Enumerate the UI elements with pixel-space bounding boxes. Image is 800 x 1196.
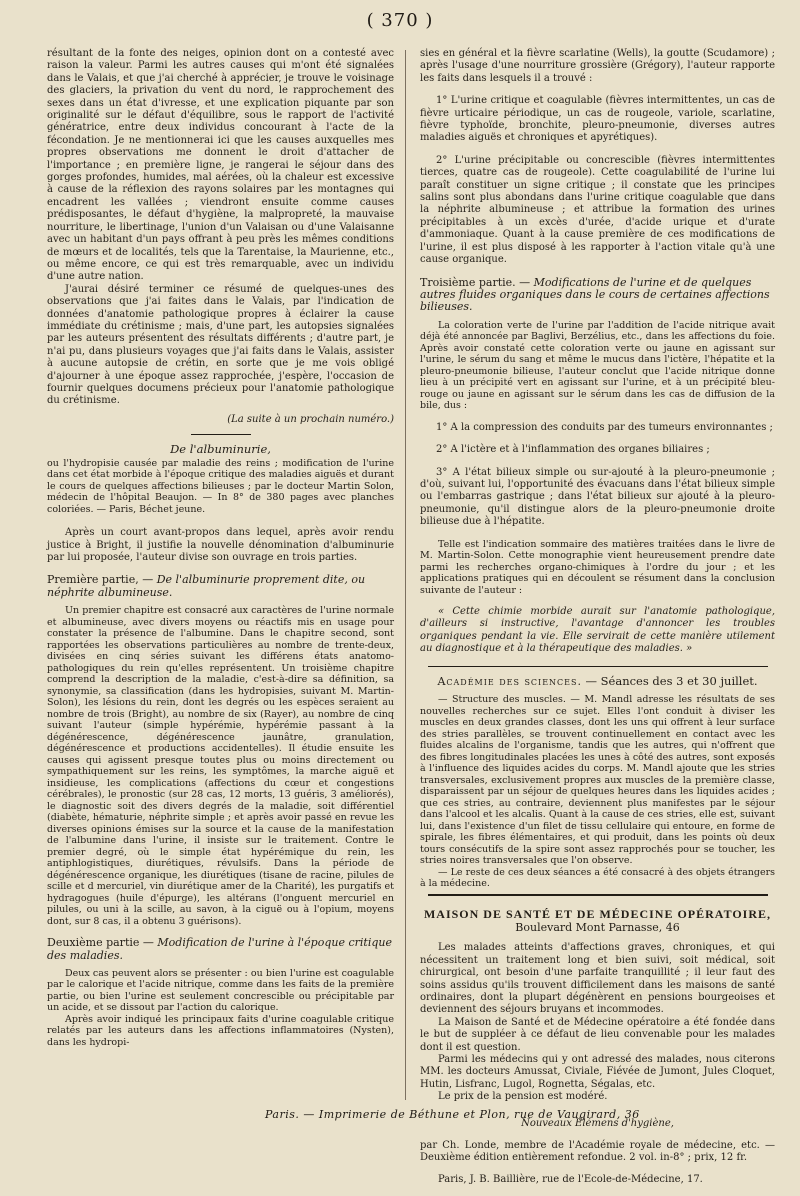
ad-rule bbox=[428, 894, 768, 896]
part3-text: La coloration verte de l'urine par l'addition de l'acide nitrique avait déjà été annoncée par Baglivi, Berzélius, etc., dans les affections du foie. Après avoir constaté cette coloration verte ou jaune en agissant sur l'urine, le sérum du sang et même le mucus dans l'ictère, l'hépatite et la pleuro-pneumonie bilieuse, l'auteur conclut que l'acide nitrique donne lieu à un précipité vert en agissant sur l'urine, et à un précipité bleu-rouge ou jaune en agissant sur le sérum dans les cas de diffusion de la bile, dus : bbox=[420, 319, 775, 412]
printer-imprint: Paris. — Imprimerie de Béthune et Plon, rue de Vaugirard, 36 bbox=[265, 1108, 640, 1121]
albuminurie-description: ou l'hydropisie causée par maladie des reins ; modification de l'urine dans cet état morbide à l'époque critique des maladies aiguës et durant le cours de quelques affections bilieuses ; par le docteur Martin Solon, médecin de l'hôpital Beaujon. — In 8° de 380 pages avec planches coloriées. — Paris, Béchet jeune. bbox=[47, 457, 394, 515]
page-number: ( 370 ) bbox=[366, 10, 434, 31]
ad-book-author: par Ch. Londe, membre de l'Académie royale de médecine, etc. — Deuxième édition entièrement refondue. 2 vol. in-8° ; prix, 12 fr. bbox=[420, 1140, 775, 1164]
left-column bbox=[47, 48, 394, 1048]
cause-item-1: 1° A la compression des conduits par des tumeurs environnantes ; bbox=[436, 421, 773, 433]
part3-heading bbox=[420, 277, 775, 314]
author-quote: « Cette chimie morbide aurait sur l'anatomie pathologique, d'ailleurs si instructive, l'avantage d'annoncer les troubles organiques pendant la vie. Elle servirait de cette manière utilement au diagnostique et à la thérapeutique des maladies. » bbox=[420, 606, 775, 655]
suite-note: (La suite à un prochain numéro.) bbox=[227, 413, 394, 425]
part1-text: Un premier chapitre est consacré aux caractères de l'urine normale et albumineuse, avec divers moyens ou réactifs mis en usage pour constater la présence de l'albumine. Dans le chapitre second, sont rapportées les observations particulières au nombre de trente-deux, divisées en cinq séries suivant les différens états anatomo-pathologiques du rein qu'elles représentent. Un troisième chapitre comprend la description de la maladie, c'est-à-dire sa définition, sa synonymie, sa classification (dans les hydropisies, suivant M. Martin-Solon), les lésions du rein, dont les degrés ou les espèces seraient au nombre de trois (Bright), au nombre de six (Rayer), au nombre de cinq suivant l'auteur (simple hypérémie, hypérémie passant à la dégénérescence, dégénérescence jaunâtre, granulation, dégénérescence et productions accidentelles). Il étudie ensuite les causes qui agissent presque toutes plus ou moins directement ou sympathiquement sur les reins, les symptômes, la marche aiguë et insidieuse, les complications (affections du cœur et congestions cérébrales), le pronostic (sur 28 cas, 12 morts, 13 guéris, 3 améliorés), le diagnostic soit des divers degrés de la maladie, soit différentiel (diabète, hématurie, néphrite simple ; et après avoir passé en revue les diverses opinions émises sur la source et la cause de la manifestation de l'albumine dans l'urine, il insiste sur le traitement. Contre le premier degré, où le simple état hypérémique du rein, les antiphlogistiques, diurétiques, révulsifs. Dans la période de dégénérescence organique, les diurétiques (tisane de racine, pilules de scille et d mercuriel, vin diurétique amer de la Charité), les purgatifs et hydragogues (huile d'épurge), les altérans (l'onguent mercuriel en pilules, ou uni à la scille, au savon, à la ciguë ou à l'opium, moyens dont, sur 8 cas, il a obtenu 3 guérisons). bbox=[47, 605, 394, 927]
urine-item-1: 1° L'urine critique et coagulable (fièvres intermittentes, un cas de fièvre urticaire périodique, un cas de rougeole, variole, scarlatine, fièvre typhoïde, bronchite, pleuro-pneumonie, diverses autres maladies aiguës et chroniques et apyrétiques). bbox=[420, 95, 775, 144]
maison-title: MAISON DE SANTÉ ET DE MÉDECINE OPÉRATOIRE, bbox=[423, 906, 772, 921]
academie-name: Académie des sciences. bbox=[437, 674, 582, 688]
part2-label: Deuxième partie bbox=[47, 936, 140, 950]
intro-paragraph: résultant de la fonte des neiges, opinion dont on a contesté avec raison la valeur. Parmi les autres causes qui m'ont été signalées dans le Valais, et que j'ai cherché à apprécier, je trouve le voisinage des glaciers, la privation du vent du nord, le rapprochement des sexes dans un état d'ivresse, et une explication piquante par son originalité sur le défaut d'équilibre, sous le rapport de l'activité génératrice, entre deux individus concourant à l'acte de la fécondation. Je ne mentionnerai ici que les causes auxquelles mes propres observations me donnent le droit d'attacher de l'importance ; en première ligne, je rangerai le séjour dans des gorges profondes, humides, mal aérées, où la chaleur est excessive à cause de la réflexion des rayons solaires par les montagnes qui encadrent les vallées ; viendront ensuite comme causes prédisposantes, le défaut d'hygiène, la malpropreté, la mauvaise nourriture, le libertinage, l'union d'un Valaisan ou d'une Valaisanne avec un habitant d'un pays offrant à peu près les mêmes conditions de mœurs et de localités, tels que la Tarentaise, la Maurienne, etc., ou même encore, ce qui est très remarquable, avec un individu d'une autre nation. bbox=[47, 48, 394, 283]
maison-paragraph-1: Les malades atteints d'affections graves, chroniques, et qui nécessitent un traitement long et bien suivi, soit médical, soit chirurgical, ont besoin d'une parfaite tranquillité ; il leur faut des soins assidus qu'ils trouvent difficilement dans les maisons de santé ordinaires, dont la plupart dégénèrent en pensions bourgeoises et deviennent des séjours bruyans et incommodes. bbox=[420, 942, 775, 1016]
continuation-paragraph: sies en général et la fièvre scarlatine (Wells), la goutte (Scudamore) ; après l'usage d'une nourriture grossière (Grégory), l'auteur rapporte les faits dans lesquels il a trouvé : bbox=[420, 48, 775, 84]
cause-item-3: 3° A l'état bilieux simple ou sur-ajouté à la pleuro-pneumonie ; d'où, suivant lui, l'opportunité des évacuans dans l'état bilieux simple ou l'embarras gastrique ; dans l'état bilieux sur ajouté à la pleuro-pneumonie, qu'il distingue alors de la pleuro-pneumonie droite bilieuse due à l'hépatite. bbox=[420, 466, 775, 528]
part1-heading bbox=[47, 574, 394, 599]
part2-text-continued: Après avoir indiqué les principaux faits d'urine coagulable critique relatés par les auteurs dans les affections inflammatoires (Nysten), dans les hydropi- bbox=[47, 1013, 394, 1048]
right-column bbox=[420, 48, 775, 1196]
part1-title: — De l'albuminurie proprement dite, ou néphrite albumineuse. bbox=[47, 573, 366, 599]
column-divider bbox=[405, 50, 406, 1100]
reste-paragraph: — Le reste de ces deux séances a été consacré à des objets étrangers à la médecine. bbox=[420, 866, 775, 890]
academie-date: — Séances des 3 et 30 juillet. bbox=[585, 673, 758, 688]
part1-label: Première partie, bbox=[47, 573, 139, 587]
maison-address: Boulevard Mont Parnasse, 46 bbox=[515, 921, 680, 934]
part3-label: Troisième partie. bbox=[420, 275, 516, 289]
academie-heading bbox=[420, 675, 775, 688]
albuminurie-heading: De l'albuminurie, bbox=[170, 442, 271, 457]
maison-paragraph-2: La Maison de Santé et de Médecine opératoire a été fondée dans le but de suppléer à ce défaut de lieu convenable pour les malades dont il est question. bbox=[420, 1016, 775, 1053]
maison-paragraph-4: Le prix de la pension est modéré. bbox=[438, 1091, 608, 1103]
part2-title: — Modification de l'urine à l'époque critique des maladies. bbox=[47, 936, 392, 962]
section-rule bbox=[191, 434, 251, 435]
urine-item-2: 2° L'urine précipitable ou concrescible (fièvres intermittentes tierces, quatre cas de rougeole). Cette coagulabilité de l'urine lui paraît constituer un signe critique ; il constate que les principes salins sont plus abondans dans l'urine critique coagulable que dans la néphrite albumineuse ; et attribue la formation des urines précipitables à un excès d'urée, d'acide urique et d'urate d'ammoniaque. Quant à la cause première de ces modifications de l'urine, il est plus disposé à les rapporter à l'action vitale qu'à une cause organique. bbox=[420, 154, 775, 266]
section-rule-right bbox=[428, 666, 768, 667]
ad-book-publisher: Paris, J. B. Baillière, rue de l'Ecole-de-Médecine, 17. bbox=[438, 1174, 703, 1186]
second-paragraph: J'aurai désiré terminer ce résumé de quelques-unes des observations que j'ai faites dans le Valais, par l'indication de données d'anatomie pathologique propres à éclairer la cause immédiate du crétinisme ; mais, d'une part, les autopsies signalées par les auteurs présentent des résultats différents ; d'autre part, je n'ai pu, dans plusieurs voyages que j'ai faits dans le Valais, assister à aucune autopsie de crétin, en sorte que je me vois obligé d'ajourner à une époque assez rapprochée, j'espère, l'occasion de fournir quelques documens précieux pour l'anatomie pathologique du crétinisme. bbox=[47, 283, 394, 407]
part3-title: — Modifications de l'urine et de quelques autres fluides organiques dans le cours de certaines affections bilieuses. bbox=[420, 275, 770, 314]
part2-heading bbox=[47, 937, 394, 962]
muscles-paragraph: — Structure des muscles. — M. Mandl adresse les résultats de ses nouvelles recherches sur ce sujet. Elles l'ont conduit à diviser les muscles en deux grandes classes, dont les uns qui offrent à leur surface des stries parallèles, se trouvent continuellement en contact avec les fluides alcalins de l'organisme, tandis que les autres, qui n'offrent que des fibres longitudinales placées les unes à côté des autres, sont exposés à l'influence des liquides acides du corps. M. Mandl ajoute que les stries transversales, exclusivement propres aux muscles de la première classe, disparaissent par un séjour de quelques heures dans les liquides acides ; que ces stries, au contraire, deviennent plus manifestes par le séjour dans l'alcool et les alcalis. Quant à la cause de ces stries, elle est, suivant lui, dans l'existence d'un filet de tissu cellulaire qui entoure, en forme de spirale, les fibres élémentaires, et qui produit, dans les points où deux tours consécutifs de la spire sont assez rapprochés pour se toucher, les stries noires transversales que l'on observe. bbox=[420, 694, 775, 867]
part2-text: Deux cas peuvent alors se présenter : ou bien l'urine est coagulable par le calorique et l'acide nitrique, comme dans les faits de la première partie, ou bien l'urine est seulement concrescible ou précipitable par un acide, et se dissout par l'action du calorique. bbox=[47, 967, 394, 1014]
avant-propos: Après un court avant-propos dans lequel, après avoir rendu justice à Bright, il justifie la nouvelle dénomination d'albuminurie par lui proposée, l'auteur divise son ouvrage en trois parties. bbox=[47, 527, 394, 563]
maison-paragraph-3: Parmi les médecins qui y ont adressé des malades, nous citerons MM. les docteurs Amussat, Civiale, Fiévée de Jumont, Jules Cloquet, Hutin, Lisfranc, Lugol, Rognetta, Ségalas, etc. bbox=[420, 1054, 775, 1090]
summary-paragraph: Telle est l'indication sommaire des matières traitées dans le livre de M. Martin-Solon. Cette monographie vient heureusement prendre date parmi les recherches organo-chimiques à l'ordre du jour ; et les applications pratiques qui en découlent se résument dans la conclusion suivante de l'auteur : bbox=[420, 538, 775, 596]
ad-book-title: Nouveaux Élémens d'hygiène, bbox=[521, 1117, 674, 1129]
cause-item-2: 2° A l'ictère et à l'inflammation des organes biliaires ; bbox=[436, 444, 710, 456]
